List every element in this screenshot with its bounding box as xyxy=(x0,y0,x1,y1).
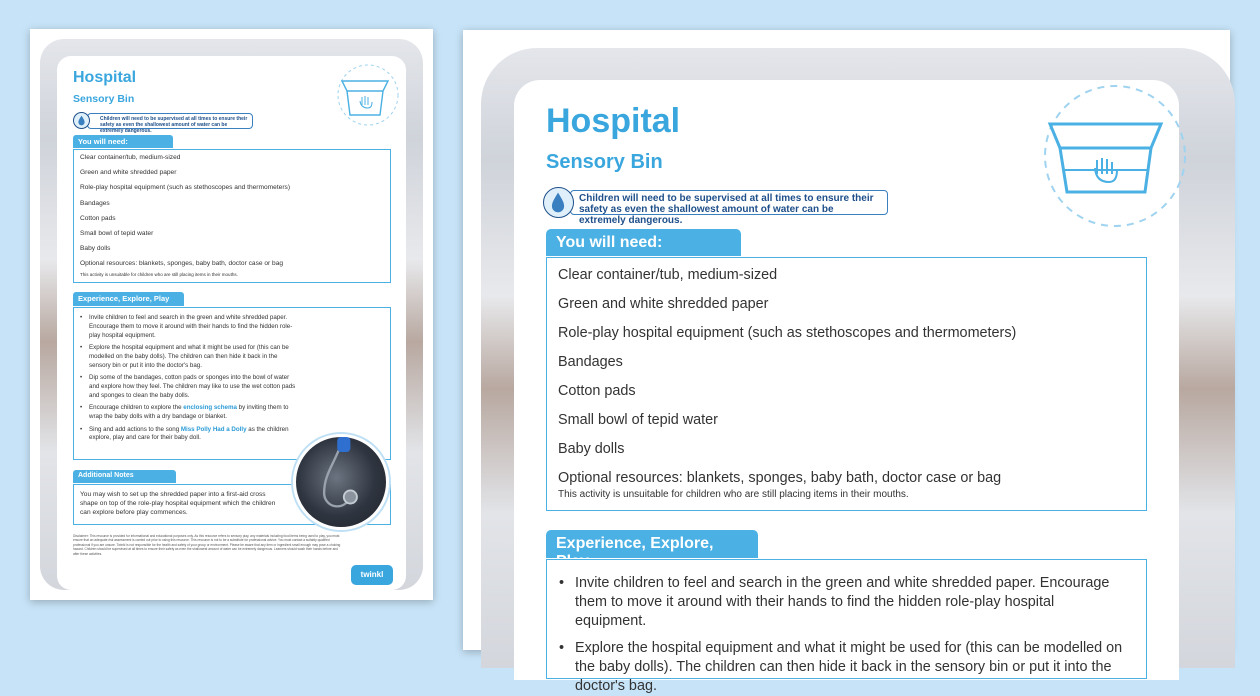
safety-warning: Children will need to be supervised at all times to ensure their safety as even the shallowest amount of water can be extremely dangerous. xyxy=(87,113,253,129)
list-item: Baby dolls xyxy=(558,441,625,457)
page-title: Hospital xyxy=(546,102,681,140)
water-drop-icon xyxy=(73,112,90,129)
list-item: Small bowl of tepid water xyxy=(80,229,154,237)
list-item: Green and white shredded paper xyxy=(558,296,769,312)
list-item: Bandages xyxy=(80,199,110,207)
stethoscope-photo xyxy=(293,434,389,530)
safety-warning: Children will need to be supervised at all times to ensure their safety as even the shallowest amount of water can be extremely dangerous. xyxy=(570,190,888,215)
suitability-note: This activity is unsuitable for children who are still placing items in their mouths. xyxy=(558,489,909,500)
you-will-need-heading: You will need: xyxy=(73,135,173,148)
you-will-need-list xyxy=(73,149,391,283)
list-item: Cotton pads xyxy=(558,383,636,399)
list-item: • Invite children to feel and search in the green and white shredded paper. Encourage them to move it around with their hands to find the hidden role-play hospital equipment. xyxy=(559,574,1126,631)
enclosing-schema-link[interactable]: enclosing schema xyxy=(183,404,237,412)
list-item xyxy=(80,426,300,444)
sensory-bin-icon xyxy=(330,63,400,133)
list-item: Role-play hospital equipment (such as stethoscopes and thermometers) xyxy=(558,325,1017,341)
experience-heading: Experience, Explore, Play xyxy=(73,292,184,306)
you-will-need-list xyxy=(546,257,1147,511)
list-item: Bandages xyxy=(558,354,623,370)
list-item: • Explore the hospital equipment and what it might be used for (this can be modelled on the baby dolls). The children can then hide it back in the sensory bin or put it into the doctor's bag. xyxy=(559,639,1126,696)
experience-list xyxy=(546,559,1147,694)
twinkl-logo: twinkl xyxy=(351,565,393,585)
water-drop-icon xyxy=(543,187,574,218)
list-item: Small bowl of tepid water xyxy=(558,412,718,428)
page-subtitle: Sensory Bin xyxy=(546,151,663,173)
additional-notes-text: You may wish to set up the shredded paper into a first-aid cross shape on top of the role-play hospital equipment which the children can explore before play commences. xyxy=(73,484,391,525)
song-link[interactable]: Miss Polly Had a Dolly xyxy=(180,425,247,433)
list-item: • Invite children to feel and search in the green and white shredded paper. Encourage them to move it around with their hands to find the hidden role-play hospital equipment. xyxy=(80,314,300,341)
page-subtitle: Sensory Bin xyxy=(73,93,135,105)
list-item: Green and white shredded paper xyxy=(80,169,177,177)
list-item: • Explore the hospital equipment and what it might be used for (this can be modelled on the baby dolls). The children can then hide it back in the sensory bin or put it into the doctor's bag. xyxy=(80,344,300,371)
bullet-text: as the children explore, play and care for their baby doll. xyxy=(89,425,289,442)
list-item: Clear container/tub, medium-sized xyxy=(558,267,778,283)
experience-heading: Experience, Explore, xyxy=(546,530,758,558)
page-title: Hospital xyxy=(73,69,137,86)
list-item: Optional resources: blankets, sponges, baby bath, doctor case or bag xyxy=(558,470,1002,486)
suitability-note: This activity is unsuitable for children who are still placing items in their mouths. xyxy=(80,272,238,278)
sensory-bin-icon xyxy=(1023,80,1183,230)
list-item: Optional resources: blankets, sponges, baby bath, doctor case or bag xyxy=(80,260,284,268)
document-preview[interactable] xyxy=(463,30,1230,694)
you-will-need-heading: You will need: xyxy=(546,229,741,256)
list-item: • Dip some of the bandages, cotton pads or sponges into the bowl of water and explore how they feel. The children may like to use the wet cotton pads and sponges to clean the baby dolls. xyxy=(80,374,300,401)
bullet-text: by inviting them to wrap the baby dolls with a dry bandage or blanket. xyxy=(89,404,289,421)
list-item xyxy=(80,404,300,422)
list-item: Clear container/tub, medium-sized xyxy=(80,154,181,161)
list-item: Cotton pads xyxy=(80,214,116,222)
document-thumbnail[interactable] xyxy=(30,29,433,600)
bullet-text: Encourage children to explore the xyxy=(89,404,184,412)
list-item: Baby dolls xyxy=(80,245,111,253)
additional-notes-heading: Additional Notes xyxy=(73,470,176,483)
bullet-text: Sing and add actions to the song xyxy=(89,425,181,433)
list-item: Role-play hospital equipment (such as stethoscopes and thermometers) xyxy=(80,184,291,192)
disclaimer: Disclaimer: This resource is provided for informational and educational purposes only. As this resource refers to sensory play, any materials including food items being used to play, you must ensure that an adequate risk assessment is carried out prior to using this resource. This resource is not to be a substitute for professional advice. You must contact a suitably qualified professional if you are unsure. Twinkl is not responsible for the health and safety of your group or environment. Please be aware that any item or ingredient small enough may pose a choking hazard. Children should be supervised at all times to ensure their safety as even the shallowest amount of water can be extremely dangerous. Learners should wash their hands before and after these activities. xyxy=(73,534,341,556)
